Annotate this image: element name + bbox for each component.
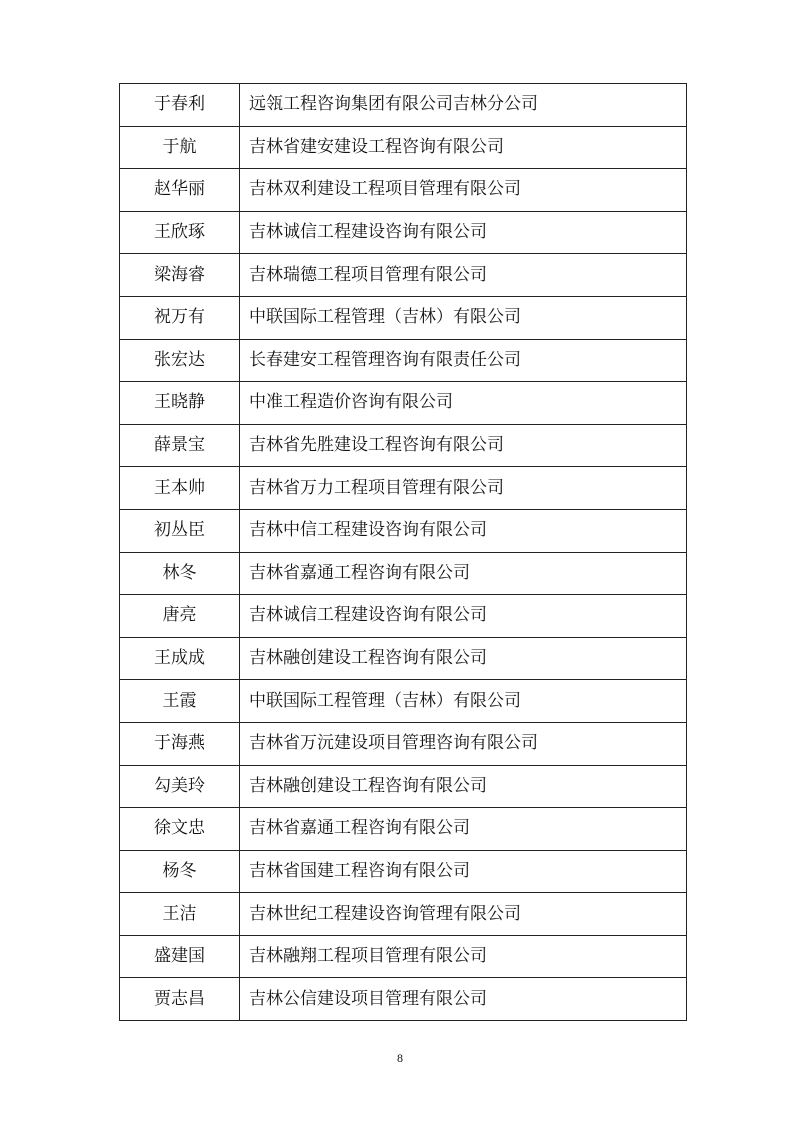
company-name-cell: 吉林融创建设工程咨询有限公司 [240,765,687,808]
company-name-cell: 吉林省嘉通工程咨询有限公司 [240,808,687,851]
company-name-cell: 中准工程造价咨询有限公司 [240,382,687,425]
company-name-cell: 吉林公信建设项目管理有限公司 [240,978,687,1021]
company-name-cell: 吉林省万力工程项目管理有限公司 [240,467,687,510]
table-row [120,978,687,1021]
company-name-cell: 中联国际工程管理（吉林）有限公司 [240,680,687,723]
table-row [120,722,687,765]
page-number: 8 [397,1051,403,1065]
person-name-cell: 梁海睿 [120,254,240,297]
table-row [120,637,687,680]
company-name-cell: 吉林省国建工程咨询有限公司 [240,850,687,893]
company-name-cell: 吉林世纪工程建设咨询管理有限公司 [240,893,687,936]
person-name-cell: 林冬 [120,552,240,595]
table-row [120,84,687,127]
person-name-cell: 唐亮 [120,595,240,638]
person-name-cell: 徐文忠 [120,808,240,851]
company-name-cell: 吉林瑞德工程项目管理有限公司 [240,254,687,297]
table-row [120,126,687,169]
company-name-cell: 吉林诚信工程建设咨询有限公司 [240,211,687,254]
company-name-cell: 远瓴工程咨询集团有限公司吉林分公司 [240,84,687,127]
company-name-cell: 吉林省先胜建设工程咨询有限公司 [240,424,687,467]
company-name-cell: 中联国际工程管理（吉林）有限公司 [240,296,687,339]
person-name-cell: 张宏达 [120,339,240,382]
company-name-cell: 吉林双利建设工程项目管理有限公司 [240,169,687,212]
table-row [120,169,687,212]
company-name-cell: 吉林省嘉通工程咨询有限公司 [240,552,687,595]
table-row [120,509,687,552]
person-name-cell: 初丛臣 [120,509,240,552]
person-name-cell: 王成成 [120,637,240,680]
person-name-cell: 王晓静 [120,382,240,425]
table-row [120,893,687,936]
person-name-cell: 王本帅 [120,467,240,510]
table-row [120,850,687,893]
person-name-cell: 薛景宝 [120,424,240,467]
person-name-cell: 赵华丽 [120,169,240,212]
person-name-cell: 贾志昌 [120,978,240,1021]
company-name-cell: 吉林省万沅建设项目管理咨询有限公司 [240,722,687,765]
table-row [120,254,687,297]
company-name-cell: 长春建安工程管理咨询有限责任公司 [240,339,687,382]
company-name-cell: 吉林融创建设工程咨询有限公司 [240,637,687,680]
person-name-cell: 勾美玲 [120,765,240,808]
table-row [120,424,687,467]
table-row [120,935,687,978]
personnel-table [119,83,687,1021]
table-row [120,680,687,723]
table-row [120,382,687,425]
person-name-cell: 王霞 [120,680,240,723]
person-name-cell: 王洁 [120,893,240,936]
person-name-cell: 于航 [120,126,240,169]
table-row [120,808,687,851]
table-row [120,211,687,254]
person-name-cell: 于春利 [120,84,240,127]
person-name-cell: 王欣琢 [120,211,240,254]
person-name-cell: 祝万有 [120,296,240,339]
table-row [120,552,687,595]
company-name-cell: 吉林诚信工程建设咨询有限公司 [240,595,687,638]
table-row [120,765,687,808]
company-name-cell: 吉林融翔工程项目管理有限公司 [240,935,687,978]
personnel-table-body [120,84,687,1021]
company-name-cell: 吉林中信工程建设咨询有限公司 [240,509,687,552]
table-row [120,296,687,339]
table-row [120,467,687,510]
table-row [120,339,687,382]
table-row [120,595,687,638]
company-name-cell: 吉林省建安建设工程咨询有限公司 [240,126,687,169]
person-name-cell: 于海燕 [120,722,240,765]
person-name-cell: 杨冬 [120,850,240,893]
person-name-cell: 盛建国 [120,935,240,978]
